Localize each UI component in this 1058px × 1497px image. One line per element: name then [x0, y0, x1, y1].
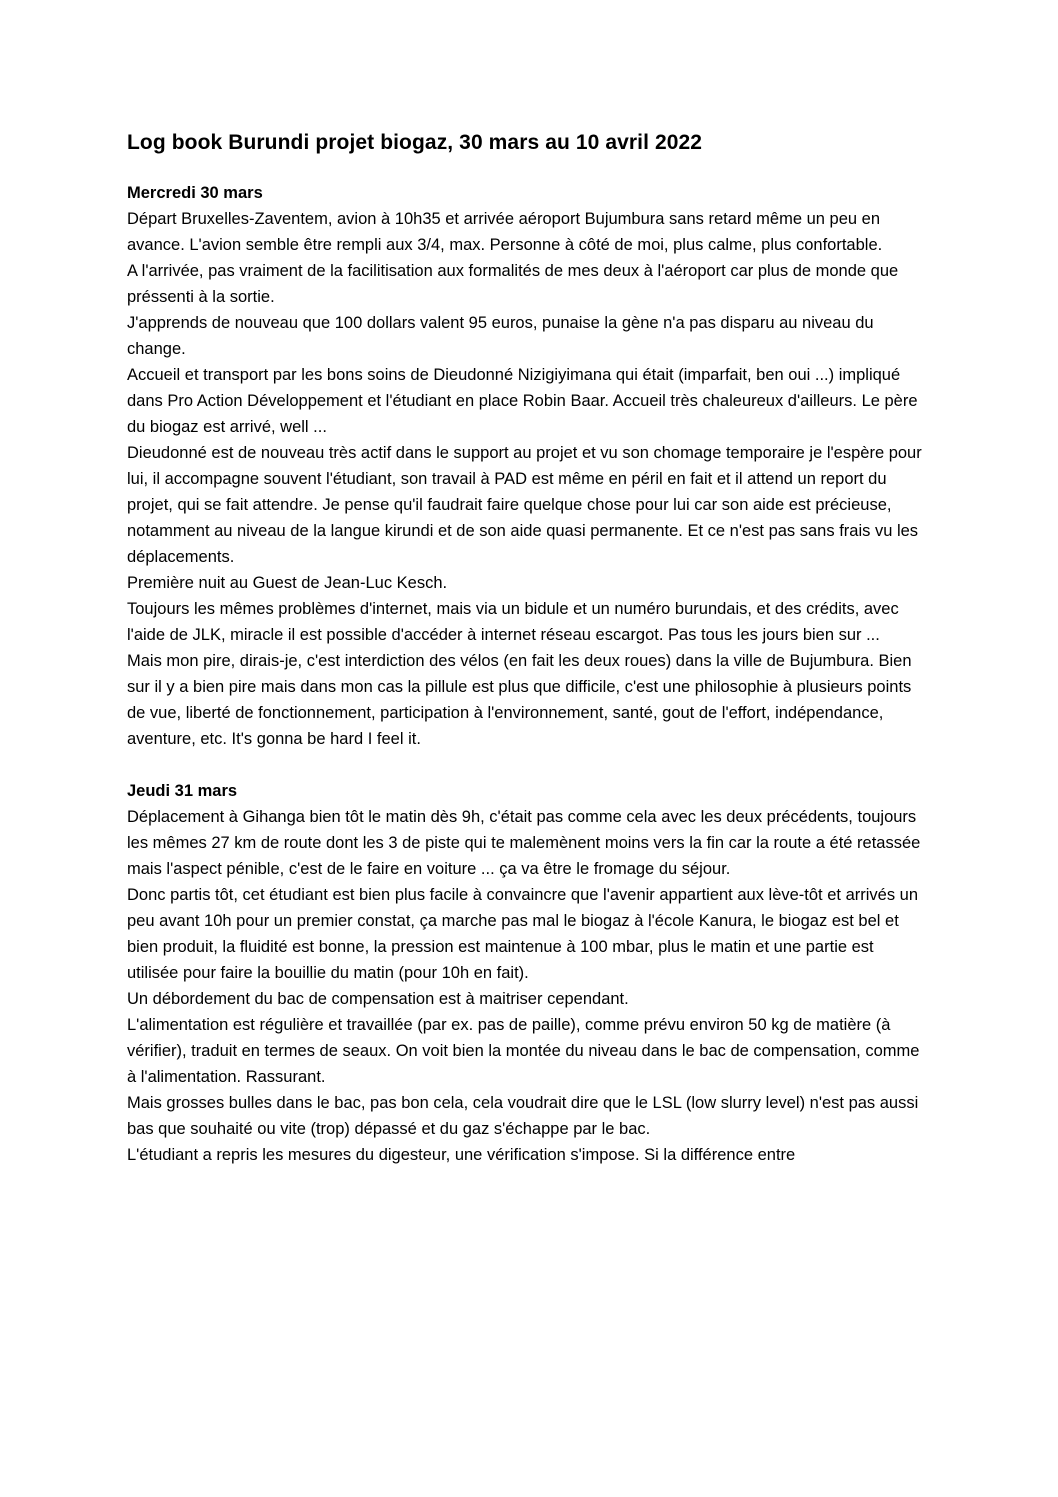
entry-paragraph: Accueil et transport par les bons soins de Dieudonné Nizigiyimana qui était (imparfait, ben oui ...) impliqué dans Pro Action Développement et l'étudiant en place Robin Baar. Accueil très chaleureux d'ailleurs. Le père du biogaz est arrivé, well ... [127, 366, 918, 436]
entry-paragraph: L'alimentation est régulière et travaillée (par ex. pas de paille), comme prévu environ 50 kg de matière (à vérifier), traduit en termes de seaux. On voit bien la montée du niveau dans le bac de compensation, comme à l'alimentation. Rassurant. [127, 1016, 920, 1086]
entry-paragraph: Première nuit au Guest de Jean-Luc Kesch. [127, 574, 448, 592]
entry-paragraph: Un débordement du bac de compensation est à maitriser cependant. [127, 990, 629, 1008]
entry-paragraph: L'étudiant a repris les mesures du digesteur, une vérification s'impose. Si la différence entre [127, 1146, 796, 1164]
entry-paragraph: Donc partis tôt, cet étudiant est bien plus facile à convaincre que l'avenir appartient aux lève-tôt et arrivés un peu avant 10h pour un premier constat, ça marche pas mal le biogaz à l'école Kanura, le biogaz est bel et bien produit, la fluidité est bonne, la pression est maintenue à 100 mbar, plus le matin et une partie est utilisée pour faire la bouillie du matin (pour 10h en fait). [127, 886, 919, 982]
log-entry-31-mars [127, 778, 927, 1168]
entry-paragraph: Toujours les mêmes problèmes d'internet, mais via un bidule et un numéro burundais, et des crédits, avec l'aide de JLK, miracle il est possible d'accéder à internet réseau escargot. Pas tous les jours bien sur ... [127, 600, 899, 644]
entry-paragraph: Mais mon pire, dirais-je, c'est interdiction des vélos (en fait les deux roues) dans la ville de Bujumbura. Bien sur il y a bien pire mais dans mon cas la pillule est plus que difficile, c'est une philosophie à plusieurs points de vue, liberté de fonctionnement, participation à l'environnement, santé, gout de l'effort, indépendance, aventure, etc. It's gonna be hard I feel it. [127, 652, 912, 748]
document-title: Log book Burundi projet biogaz, 30 mars au 10 avril 2022 [127, 131, 703, 154]
entry-paragraph: Déplacement à Gihanga bien tôt le matin dès 9h, c'était pas comme cela avec les deux précédents, toujours les mêmes 27 km de route dont les 3 de piste qui te malemènent moins vers la fin car la route a été retassée mais l'aspect pénible, c'est de le faire en voiture ... ça va être le fromage du séjour. [127, 808, 921, 878]
entry-paragraph: J'apprends de nouveau que 100 dollars valent 95 euros, punaise la gène n'a pas disparu au niveau du change. [127, 314, 874, 358]
entry-heading: Jeudi 31 mars [127, 782, 238, 800]
entry-paragraph: Dieudonné est de nouveau très actif dans le support au projet et vu son chomage temporaire je l'espère pour lui, il accompagne souvent l'étudiant, son travail à PAD est même en péril en fait et il attend un report du projet, qui se fait attendre. Je pense qu'il faudrait faire quelque chose pour lui car son aide est précieuse, notamment au niveau de la langue kirundi et de son aide quasi permanente. Et ce n'est pas sans frais vu les déplacements. [127, 444, 922, 566]
entry-paragraph: Mais grosses bulles dans le bac, pas bon cela, cela voudrait dire que le LSL (low slurry level) n'est pas aussi bas que souhaité ou vite (trop) dépassé et du gaz s'échappe par le bac. [127, 1094, 919, 1138]
entry-paragraph: Départ Bruxelles-Zaventem, avion à 10h35 et arrivée aéroport Bujumbura sans retard même un peu en avance. L'avion semble être rempli aux 3/4, max. Personne à côté de moi, plus calme, plus confortable. [127, 210, 883, 254]
entry-heading: Mercredi 30 mars [127, 184, 263, 202]
document-body [127, 126, 927, 1194]
log-entry-30-mars [127, 180, 927, 752]
entry-paragraph: A l'arrivée, pas vraiment de la facilitisation aux formalités de mes deux à l'aéroport car plus de monde que préssenti à la sortie. [127, 262, 899, 306]
